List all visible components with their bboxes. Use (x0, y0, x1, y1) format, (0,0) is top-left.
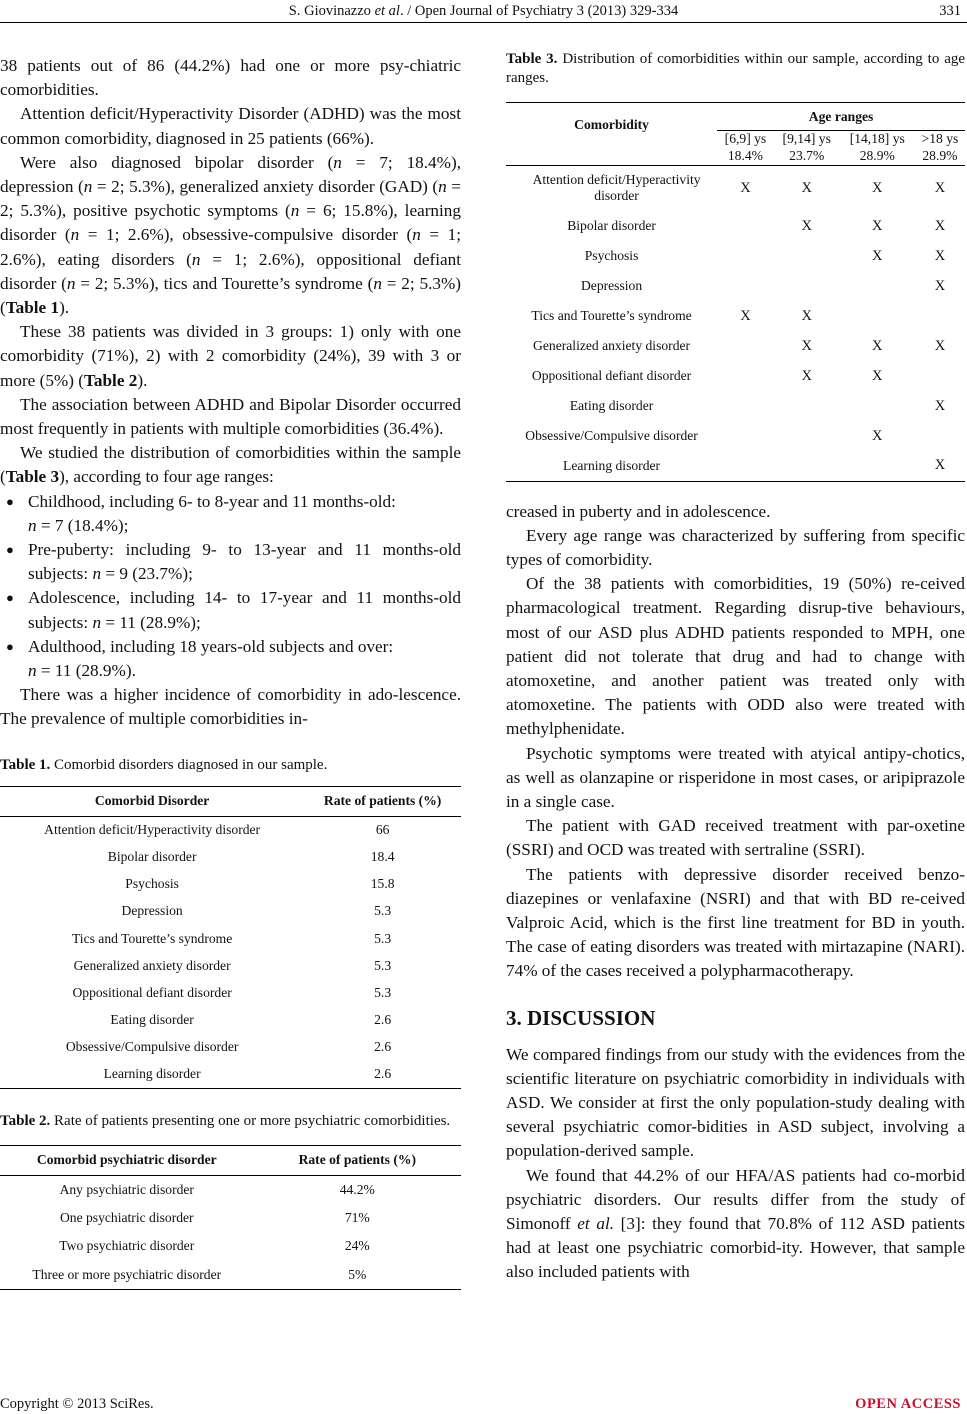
table-cell: 5.3 (374, 957, 392, 973)
age-range-list (0, 490, 461, 684)
comorbidity-name: Obsessive/Compulsive disorder (525, 428, 698, 443)
table-row (0, 871, 461, 898)
table-row (506, 211, 965, 241)
presence-mark: X (801, 367, 812, 384)
table-caption: Table 1. Comorbid disorders diagnosed in our sample. (0, 756, 328, 773)
table-cell: Two psychiatric disorder (59, 1238, 195, 1254)
presence-mark: X (934, 277, 946, 294)
table-header: Age ranges (717, 103, 965, 131)
table-row (0, 1232, 461, 1261)
age-range-pct: 18.4% (727, 147, 763, 163)
table-cell: 5% (348, 1266, 367, 1282)
paragraph: Attention deficit/Hyperactivity Disorder (ADHD) was the most common comorbidity, diagnosed in 25 patients (66%). (0, 104, 461, 148)
table-row (0, 925, 461, 952)
paragraph: creased in puberty and in adolescence. (506, 501, 771, 521)
presence-mark: X (801, 217, 812, 234)
paragraph: There was a higher incidence of comorbidity in ado-lescence. The prevalence of multiple comorbidities in- (0, 685, 461, 729)
age-range-label: [9,14] ys (782, 131, 831, 146)
presence-mark: X (801, 307, 812, 324)
presence-mark (915, 421, 965, 451)
table-cell: Oppositional defiant disorder (72, 984, 232, 1000)
paragraph: Were also diagnosed bipolar disorder (n = 7; 18.4%), depression (n = 2; 5.3%), generalized anxiety disorder (GAD) (n = 2; 5.3%), positive psychotic symptoms (n = 6; 15.8%), learning disorder (n = 1; 2.6%), obsessive-compulsive disorder (n = 1; 2.6%), eating disorders (n = 1; 2.6%), oppositional defiant disorder (n = 2; 5.3%), tics and Tourette’s syndrome (n = 2; 5.3%) (Table 1). (0, 152, 462, 318)
open-access-badge: OPEN ACCESS (855, 1396, 961, 1412)
presence-mark (915, 301, 965, 331)
presence-mark: X (934, 457, 946, 474)
presence-mark (774, 271, 840, 301)
table-row (506, 271, 965, 301)
presence-mark: X (934, 247, 946, 264)
table-3-grid (506, 102, 965, 482)
presence-mark (840, 301, 915, 331)
table-row (0, 898, 461, 925)
table-row (506, 451, 965, 481)
table-2 (0, 1112, 461, 1290)
table-cell: Psychosis (125, 876, 179, 892)
comorbidity-name: Bipolar disorder (567, 218, 656, 233)
table-reference: Table 3 (5, 467, 60, 487)
table-cell: Eating disorder (110, 1012, 194, 1028)
presence-mark: X (872, 247, 883, 264)
presence-mark: X (934, 179, 946, 196)
table-header: Rate of patients (%) (323, 793, 442, 809)
table-cell: 5.3 (374, 984, 392, 1000)
table-cell: 15.8 (370, 876, 395, 892)
presence-mark: X (872, 427, 883, 444)
table-3 (506, 50, 965, 482)
table-reference: Table 1 (5, 298, 60, 318)
table-cell: Bipolar disorder (107, 848, 197, 864)
table-cell: 2.6 (374, 1039, 392, 1055)
age-range-pct: 23.7% (789, 147, 825, 163)
table-2-grid (0, 1145, 461, 1290)
table-1 (0, 756, 461, 1089)
table-header: Comorbid psychiatric disorder (36, 1152, 217, 1168)
table-row (0, 1261, 461, 1290)
table-row (0, 1175, 461, 1204)
presence-mark: X (872, 179, 883, 196)
page-number: 331 (939, 3, 961, 19)
paragraph: We compared findings from our study with the evidences from the scientific literature on psychiatric comorbidity in individuals with ASD. We consider at first the only population-study dealing with several psychiatric comor-bidities in ASD subject, involving a population-derived sample. (506, 1044, 965, 1161)
presence-mark (774, 421, 840, 451)
table-row (0, 1007, 461, 1034)
presence-mark: X (801, 337, 812, 354)
table-row (0, 952, 461, 979)
table-header: Rate of patients (%) (298, 1152, 416, 1168)
presence-mark: X (740, 307, 751, 324)
table-1-grid (0, 786, 461, 1089)
table-reference: Table 2 (84, 370, 138, 390)
table-caption: Table 3. Distribution of comorbidities within our sample, according to age ranges. (506, 51, 966, 86)
table-cell: Attention deficit/Hyperactivity disorder (44, 822, 261, 838)
presence-mark (774, 241, 840, 271)
table-cell: Tics and Tourette’s syndrome (71, 930, 233, 946)
table-cell: Generalized anxiety disorder (73, 957, 231, 973)
table-row (506, 361, 965, 391)
presence-mark: X (740, 179, 751, 196)
presence-mark (717, 211, 774, 241)
table-row (0, 843, 461, 870)
paragraph: 38 patients out of 86 (44.2%) had one or more psy-chiatric comorbidities. (0, 56, 461, 100)
table-cell: Any psychiatric disorder (59, 1181, 194, 1197)
presence-mark (774, 451, 840, 481)
table-row (0, 1061, 461, 1088)
table-cell: Depression (121, 903, 183, 919)
bullet-icon: ● (6, 590, 14, 606)
right-column (506, 50, 965, 1285)
paragraph: Of the 38 patients with comorbidities, 19 (50%) re-ceived pharmacological treatment. Regarding disrup-tive behaviours, most of our ASD plus ADHD patients responded to MPH, one patient did not tolerate that drug and had to change with atomoxetine, and another patient was treated only with atomoxetine. The patients with ODD also were treated with methylphenidate. (506, 574, 965, 739)
age-range-label: >18 ys (921, 131, 959, 146)
comorbidity-name: Eating disorder (569, 398, 654, 413)
age-range-pct: 28.9% (859, 147, 895, 163)
paragraph: Psychotic symptoms were treated with atyical antipy-chotics, as well as olanzapine or risperidone in most cases, or aripiprazole in a single case. (506, 743, 965, 811)
presence-mark (717, 391, 774, 421)
bullet-icon: ● (6, 542, 14, 558)
paragraph: The patient with GAD received treatment with par-oxetine (SSRI) and OCD was treated with sertraline (SSRI). (506, 816, 965, 860)
presence-mark: X (934, 217, 946, 234)
table-cell: Three or more psychiatric disorder (32, 1266, 222, 1282)
presence-mark: X (801, 179, 812, 196)
paragraph: We studied the distribution of comorbidities within the sample (Table 3), according to four age ranges: (0, 443, 461, 487)
table-cell: Learning disorder (103, 1066, 201, 1082)
presence-mark: X (872, 367, 883, 384)
comorbidity-name: Depression (580, 278, 643, 293)
table-header: Comorbidity (574, 117, 649, 132)
presence-mark (717, 271, 774, 301)
list-item: ● Adulthood, including 18 years-old subjects and over: n = 11 (28.9%). (6, 636, 394, 681)
table-cell: One psychiatric disorder (59, 1209, 194, 1225)
comorbidity-name: Generalized anxiety disorder (533, 338, 691, 353)
table-row (0, 1204, 461, 1233)
comorbidity-name: Tics and Tourette’s syndrome (531, 308, 692, 323)
header-rule (0, 22, 967, 23)
comorbidity-name: Oppositional defiant disorder (531, 368, 692, 383)
presence-mark (774, 391, 840, 421)
table-row (0, 816, 461, 843)
list-item: ● Adolescence, including 14- to 17-year and 11 months-old subjects: n = 11 (28.9%); (6, 588, 461, 632)
table-row (506, 301, 965, 331)
paragraph: The patients with depressive disorder received benzo-diazepines or venlafaxine (NSRI) and that with BD re-ceived Valproic Acid, which is the first line treatment for BD in youth. The case of eating disorders was treated with mirtazapine (NARI). 74% of the cases received a polypharmacotherapy. (506, 864, 965, 981)
table-cell: 5.3 (374, 903, 392, 919)
table-row (506, 391, 965, 421)
bullet-icon: ● (6, 638, 14, 654)
presence-mark (915, 361, 965, 391)
age-range-label: [14,18] ys (849, 131, 905, 146)
comorbidity-name: Learning disorder (563, 457, 661, 473)
table-row (506, 421, 965, 451)
presence-mark: X (872, 217, 883, 234)
presence-mark (840, 271, 915, 301)
presence-mark: X (934, 337, 946, 354)
presence-mark (717, 451, 774, 481)
presence-mark: X (934, 397, 946, 414)
presence-mark (717, 331, 774, 361)
table-cell: 18.4 (370, 848, 395, 864)
comorbidity-name: Psychosis (584, 248, 639, 263)
left-column (0, 50, 461, 1290)
table-cell: 66 (375, 822, 390, 838)
table-row (0, 979, 461, 1006)
copyright: Copyright © 2013 SciRes. (0, 1396, 154, 1412)
table-cell: 5.3 (374, 930, 392, 946)
comorbidity-name: Attention deficit/Hyperactivity disorder (532, 172, 701, 204)
presence-mark (717, 361, 774, 391)
paragraph: The association between ADHD and Bipolar Disorder occurred most frequently in patients with multiple comorbidities (36.4%). (0, 394, 461, 439)
paragraph: Every age range was characterized by suffering from specific types of comorbidity. (506, 525, 965, 569)
table-row (506, 165, 965, 211)
table-row (0, 1034, 461, 1061)
table-cell: 44.2% (339, 1181, 375, 1197)
presence-mark: X (872, 337, 883, 354)
bullet-icon: ● (6, 493, 14, 509)
page-header (0, 0, 967, 22)
table-cell: 71% (344, 1209, 370, 1225)
presence-mark (840, 451, 915, 481)
age-range-label: [6,9] ys (724, 131, 767, 146)
presence-mark (840, 391, 915, 421)
age-range-pct: 28.9% (922, 147, 958, 163)
table-cell: 2.6 (374, 1066, 392, 1082)
presence-mark (717, 421, 774, 451)
running-head: S. Giovinazzo et al. / Open Journal of Psychiatry 3 (2013) 329-334 (288, 3, 679, 19)
table-header: Comorbid Disorder (94, 793, 210, 809)
table-caption: Table 2. Rate of patients presenting one or more psychiatric comorbidities. (0, 1112, 451, 1129)
list-item: ● Pre-puberty: including 9- to 13-year and 11 months-old subjects: n = 9 (23.7%); (6, 540, 461, 584)
section-heading: 3. DISCUSSION (506, 1005, 656, 1030)
paragraph: These 38 patients was divided in 3 groups: 1) only with one comorbidity (71%), 2) with 2 comorbidity (24%), 39 with 3 or more (5%) (Table 2). (0, 322, 461, 390)
presence-mark (717, 241, 774, 271)
table-cell: 24% (344, 1238, 370, 1254)
table-row (506, 331, 965, 361)
table-cell: Obsessive/Compulsive disorder (65, 1039, 239, 1055)
table-cell: 2.6 (374, 1012, 392, 1028)
paragraph: We found that 44.2% of our HFA/AS patients had co-morbid psychiatric disorders. Our results differ from the study of Simonoff et al. [3]: they found that 70.8% of 112 ASD patients had at least one psychiatric comorbid-ity. However, that sample also included patients with (506, 1165, 965, 1282)
list-item: ● Childhood, including 6- to 8-year and 11 months-old: n = 7 (18.4%); (6, 491, 396, 535)
table-row (506, 241, 965, 271)
